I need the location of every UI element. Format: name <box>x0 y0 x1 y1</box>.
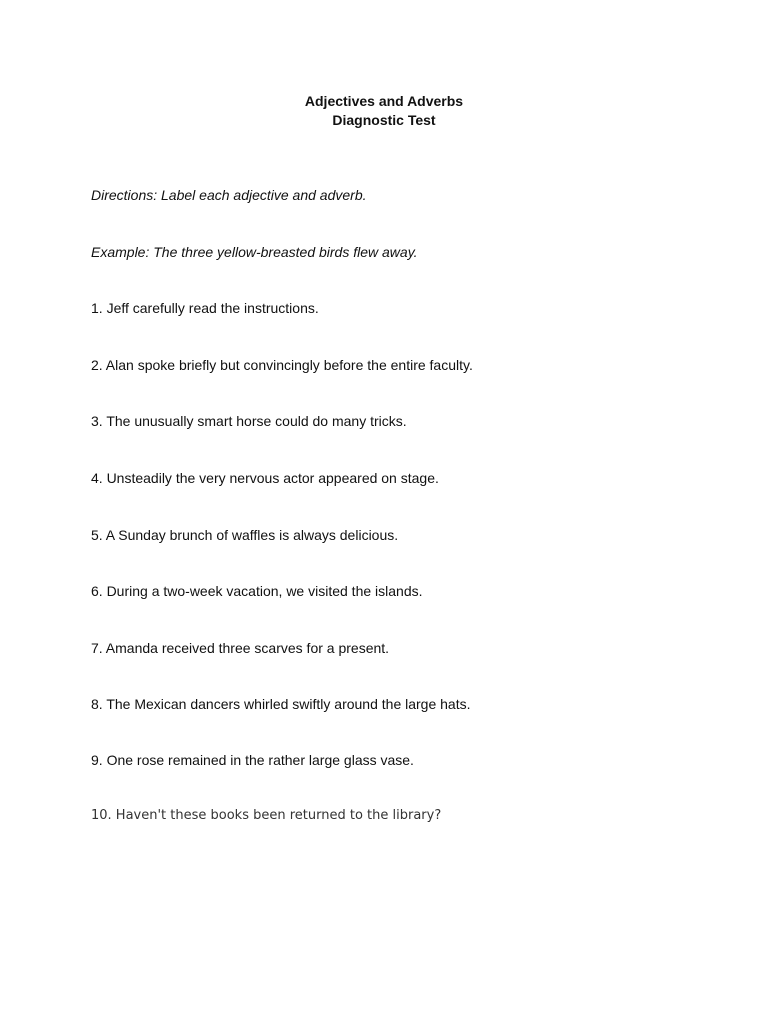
document-title <box>0 92 768 130</box>
directions-text: Directions: Label each adjective and adverb. <box>91 187 367 203</box>
question-8: 8. The Mexican dancers whirled swiftly around the large hats. <box>91 696 471 712</box>
question-4: 4. Unsteadily the very nervous actor appeared on stage. <box>91 470 439 486</box>
question-10: 10. Haven't these books been returned to the library? <box>91 808 442 823</box>
title-line-2: Diagnostic Test <box>332 112 436 128</box>
question-3: 3. The unusually smart horse could do many tricks. <box>91 413 407 429</box>
question-9: 9. One rose remained in the rather large glass vase. <box>91 752 414 768</box>
question-2: 2. Alan spoke briefly but convincingly before the entire faculty. <box>91 357 473 373</box>
question-5: 5. A Sunday brunch of waffles is always delicious. <box>91 527 399 543</box>
question-7: 7. Amanda received three scarves for a present. <box>91 640 390 656</box>
question-6: 6. During a two-week vacation, we visited the islands. <box>91 583 423 599</box>
question-1: 1. Jeff carefully read the instructions. <box>91 300 319 316</box>
example-text: Example: The three yellow-breasted birds flew away. <box>91 244 418 260</box>
title-line-1: Adjectives and Adverbs <box>304 93 464 109</box>
